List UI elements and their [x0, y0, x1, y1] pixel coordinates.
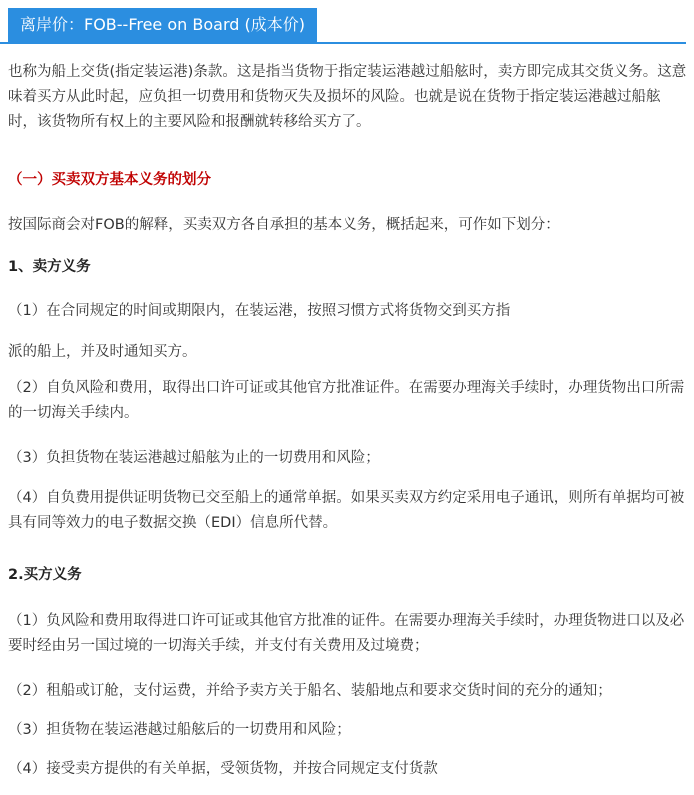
- seller-item: （4）自负费用提供证明货物已交至船上的通常单据。如果买卖双方约定采用电子通讯，则所有单据均可被具有同等效力的电子数据交换（EDI）信息所代替。: [8, 490, 685, 531]
- seller-item: 派的船上，并及时通知买方。: [8, 344, 197, 360]
- title-bar: [0, 8, 686, 44]
- buyer-heading: 2.买方义务: [8, 567, 82, 583]
- seller-item: （3）负担货物在装运港越过船舷为止的一切费用和风险；: [8, 450, 380, 466]
- seller-heading: 1、卖方义务: [8, 259, 91, 275]
- intro-paragraph: 也称为船上交货(指定装运港)条款。这是指当货物于指定装运港越过船舷时，卖方即完成其交货义务。这意味着买方从此时起，应负担一切费用和货物灭失及损坏的风险。也就是说在货物于指定装运港越过船舷时，该货物所有权上的主要风险和报酬就转移给买方了。: [8, 64, 687, 130]
- page-title: 离岸价：FOB--Free on Board (成本价): [8, 8, 317, 42]
- seller-item: （2）自负风险和费用，取得出口许可证或其他官方批准证件。在需要办理海关手续时，办理货物出口所需的一切海关手续内。: [8, 380, 685, 421]
- seller-item: （1）在合同规定的时间或期限内，在装运港，按照习惯方式将货物交到买方指: [8, 303, 511, 319]
- section-heading: （一）买卖双方基本义务的划分: [8, 172, 211, 188]
- buyer-item: （2）租船或订舱，支付运费，并给予卖方关于船名、装船地点和要求交货时间的充分的通知；: [8, 683, 612, 699]
- buyer-item: （3）担货物在装运港越过船舷后的一切费用和风险；: [8, 722, 351, 738]
- buyer-item: （4）接受卖方提供的有关单据，受领货物，并按合同规定支付货款: [8, 761, 438, 777]
- section-lead: 按国际商会对FOB的解释，买卖双方各自承担的基本义务，概括起来，可作如下划分：: [8, 217, 560, 233]
- buyer-item: （1）负风险和费用取得进口许可证或其他官方批准的证件。在需要办理海关手续时，办理货物进口以及必要时经由另一国过境的一切海关手续，并支付有关费用及过境费；: [8, 613, 685, 654]
